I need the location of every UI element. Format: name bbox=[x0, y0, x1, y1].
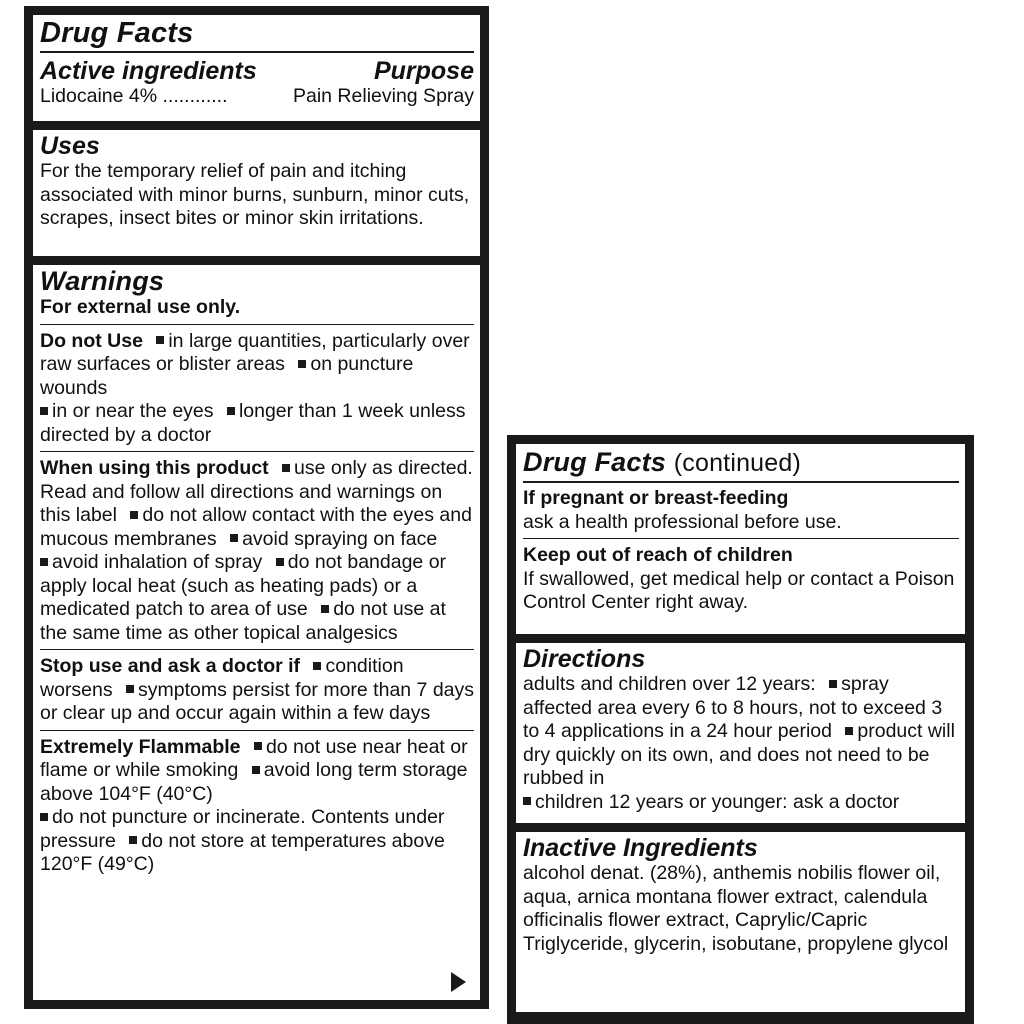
bullet-icon bbox=[252, 766, 260, 774]
ingredient-name: Lidocaine 4% ............ bbox=[40, 85, 228, 107]
bullet-text: on puncture wounds bbox=[40, 353, 414, 399]
inactive-text: alcohol denat. (28%), anthemis nobilis flower oil, aqua, arnica montana flower extract, calendula officinalis flower extract, Caprylic/Capric Triglyceride, glycerin, isobutane, propylene glycol bbox=[523, 862, 949, 955]
uses-heading: Uses bbox=[40, 132, 100, 160]
flammable-label: Extremely Flammable bbox=[40, 735, 241, 758]
bullet-icon bbox=[254, 742, 262, 750]
uses-section bbox=[33, 130, 480, 256]
bullet-text: avoid spraying on face bbox=[242, 527, 438, 550]
divider bbox=[40, 324, 474, 325]
pregnant-label: If pregnant or breast-feeding bbox=[523, 487, 789, 509]
stop-use-block bbox=[40, 655, 474, 726]
bullet-text: spray affected area every 6 to 8 hours, not to exceed 3 to 4 applications in a 24 hour period bbox=[523, 673, 943, 742]
bullet-text: in or near the eyes bbox=[52, 400, 214, 422]
bullet-text: do not store at temperatures above 120°F (49°C) bbox=[40, 829, 445, 875]
bullet-text: do not allow contact with the eyes and mucous membranes bbox=[40, 504, 472, 550]
bullet-icon bbox=[230, 534, 238, 542]
directions-heading: Directions bbox=[523, 645, 646, 673]
divider bbox=[40, 730, 474, 731]
bullet-text: do not use near heat or flame or while smoking bbox=[40, 735, 468, 781]
keep-out-text: If swallowed, get medical help or contact a Poison Control Center right away. bbox=[523, 567, 955, 613]
bullet-icon bbox=[40, 813, 48, 821]
external-use-text: For external use only. bbox=[40, 296, 241, 318]
bullet-icon bbox=[129, 836, 137, 844]
divider bbox=[40, 649, 474, 650]
ingredient-purpose: Pain Relieving Spray bbox=[292, 85, 474, 107]
bullet-icon bbox=[829, 680, 837, 688]
active-header-row bbox=[40, 57, 474, 85]
bullet-icon bbox=[298, 360, 306, 368]
bullet-text: symptoms persist for more than 7 days or clear up and occur again within a few days bbox=[40, 678, 475, 724]
bullet-text: avoid long term storage above 104°F (40°C) bbox=[40, 759, 468, 805]
bullet-icon bbox=[130, 511, 138, 519]
continued-section bbox=[516, 444, 965, 634]
bullet-text: condition worsens bbox=[40, 655, 404, 701]
drug-facts-continued-title: Drug Facts bbox=[523, 447, 667, 477]
do-not-use-label: Do not Use bbox=[40, 329, 143, 352]
continued-title bbox=[523, 446, 959, 479]
directions-section bbox=[516, 643, 965, 823]
uses-text: For the temporary relief of pain and itching associated with minor burns, sunburn, minor cuts, scrapes, insect bites or minor skin irritations. bbox=[40, 160, 470, 229]
bullet-text: use only as directed. Read and follow all directions and warnings on this label bbox=[40, 457, 473, 526]
continue-arrow-icon bbox=[451, 972, 466, 992]
when-using-block bbox=[40, 457, 474, 645]
bullet-icon bbox=[126, 685, 134, 693]
divider bbox=[523, 538, 959, 539]
bullet-text: do not puncture or incinerate. Contents under pressure bbox=[40, 806, 445, 852]
bullet-icon bbox=[313, 662, 321, 670]
bullet-text: longer than 1 week unless directed by a doctor bbox=[40, 400, 466, 446]
bullet-icon bbox=[40, 558, 48, 566]
bullet-text: do not bandage or apply local heat (such as heating pads) or a medicated patch to area of use bbox=[40, 551, 447, 620]
warnings-heading: Warnings bbox=[40, 266, 165, 296]
bullet-icon bbox=[282, 464, 290, 472]
drug-facts-panel-right bbox=[507, 435, 974, 1024]
directions-text bbox=[523, 673, 959, 814]
do-not-use-block bbox=[40, 330, 474, 448]
bullet-icon bbox=[40, 407, 48, 415]
drug-facts-title: Drug Facts bbox=[40, 17, 194, 49]
directions-intro: adults and children over 12 years: bbox=[523, 673, 816, 695]
drug-facts-panel-left bbox=[24, 6, 489, 1009]
inactive-heading: Inactive Ingredients bbox=[523, 834, 758, 862]
warnings-section bbox=[33, 265, 480, 1000]
divider bbox=[523, 481, 959, 483]
bullet-text: avoid inhalation of spray bbox=[52, 551, 263, 573]
active-ingredients-section bbox=[33, 15, 480, 121]
bullet-icon bbox=[523, 797, 531, 805]
purpose-heading: Purpose bbox=[373, 57, 474, 85]
continued-suffix: (continued) bbox=[673, 449, 802, 477]
pregnant-text: ask a health professional before use. bbox=[523, 510, 842, 533]
bullet-icon bbox=[156, 336, 164, 344]
bullet-icon bbox=[845, 727, 853, 735]
bullet-icon bbox=[227, 407, 235, 415]
bullet-text: product will dry quickly on its own, and does not need to be rubbed in bbox=[523, 720, 955, 789]
bullet-icon bbox=[276, 558, 284, 566]
bullet-icon bbox=[321, 605, 329, 613]
inactive-ingredients-section bbox=[516, 832, 965, 1012]
active-ingredients-heading: Active ingredients bbox=[40, 57, 257, 85]
stop-use-label: Stop use and ask a doctor if bbox=[40, 655, 301, 677]
bullet-text: do not use at the same time as other topical analgesics bbox=[40, 598, 446, 644]
flammable-block bbox=[40, 736, 474, 877]
divider bbox=[40, 451, 474, 452]
bullet-text: in large quantities, particularly over raw surfaces or blister areas bbox=[40, 329, 470, 375]
ingredient-row bbox=[40, 85, 474, 109]
bullet-text: children 12 years or younger: ask a doctor bbox=[535, 790, 900, 813]
divider bbox=[40, 51, 474, 53]
keep-out-label: Keep out of reach of children bbox=[523, 544, 793, 566]
when-using-label: When using this product bbox=[40, 457, 269, 479]
